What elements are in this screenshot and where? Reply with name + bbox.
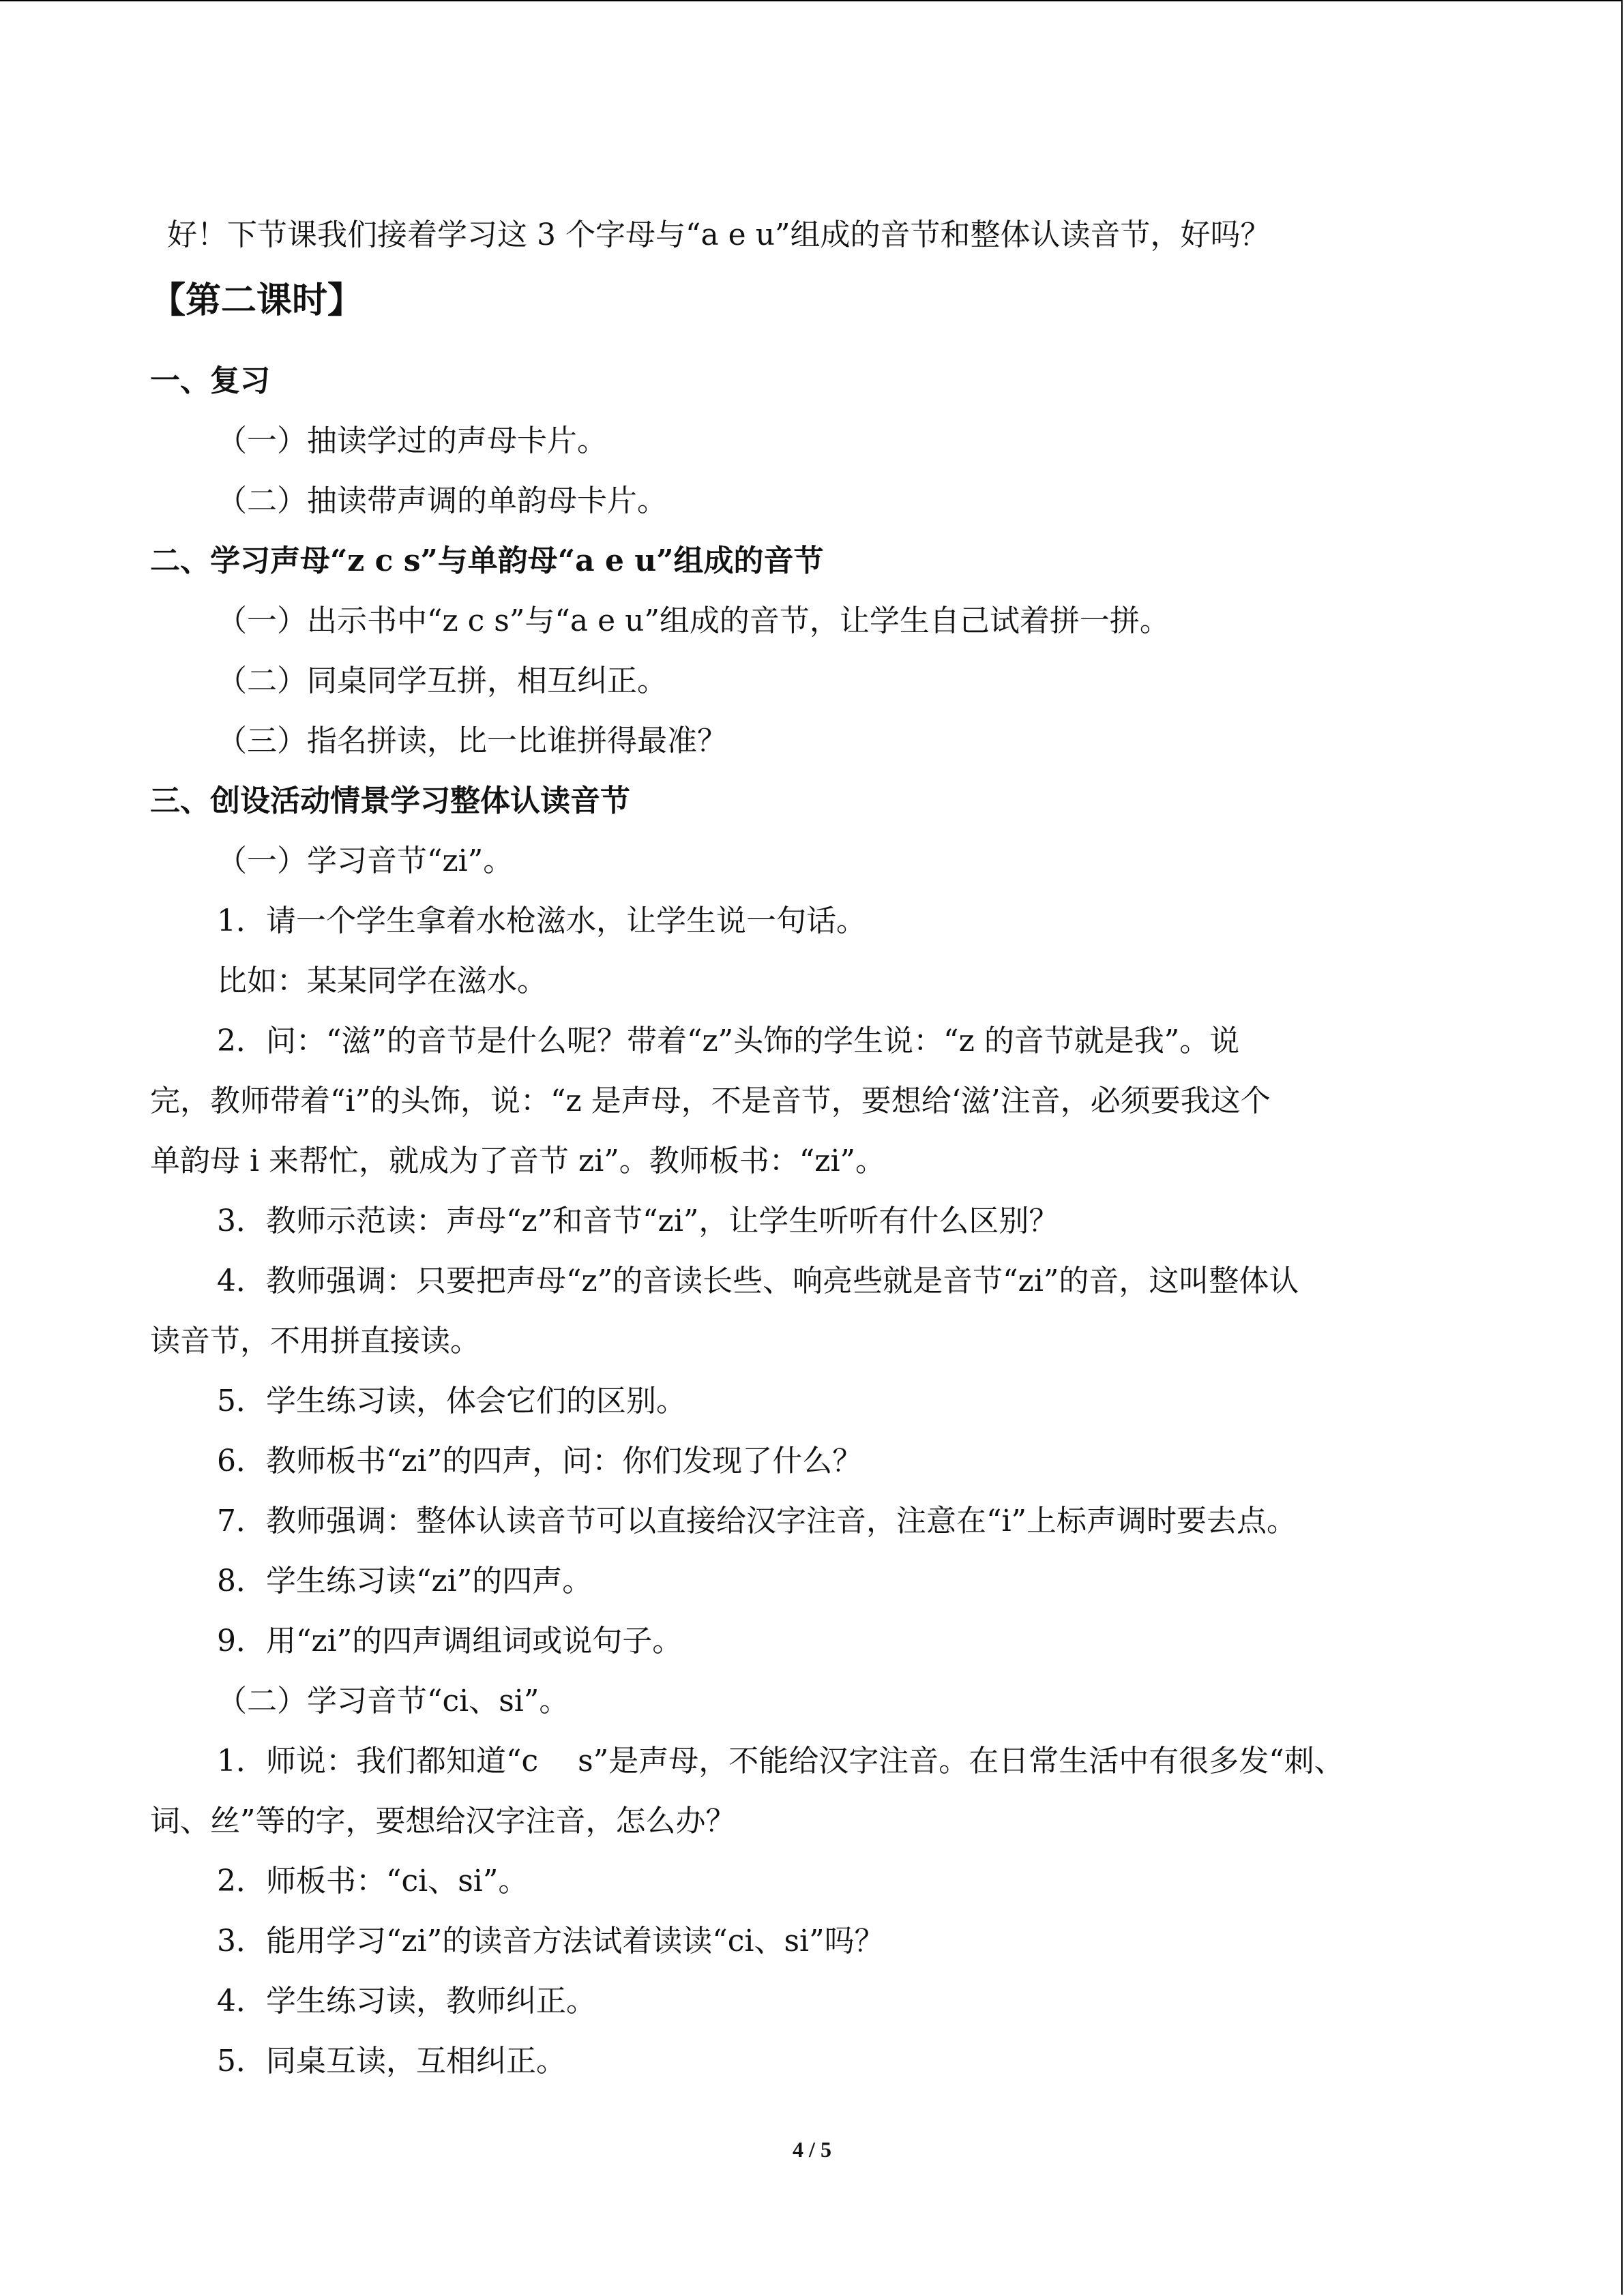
text-line: （二）抽读带声调的单韵母卡片。	[217, 483, 667, 518]
intro-sentence: 好！下节课我们接着学习这 3 个字母与“a e u”组成的音节和整体认读音节，好吗？	[167, 218, 1271, 252]
section-heading-syllables: 二、学习声母“z c s”与单韵母“a e u”组成的音节	[150, 543, 824, 578]
text-line: （一）学习音节“zi”。	[217, 844, 514, 878]
text-line: 词、丝”等的字，要想给汉字注音，怎么办？	[150, 1804, 736, 1838]
page-number: 4 / 5	[793, 2137, 831, 2162]
text-line: 8．学生练习读“zi”的四声。	[217, 1564, 593, 1598]
text-line: 比如：某某同学在滋水。	[217, 964, 547, 998]
text-line: （二）同桌同学互拼，相互纠正。	[217, 664, 667, 698]
text-line: 完，教师带着“i”的头饰，说：“z 是声母，不是音节，要想给‘滋’注音，必须要我这个	[150, 1084, 1271, 1118]
text-line: 4．教师强调：只要把声母“z”的音读长些、响亮些就是音节“zi”的音，这叫整体认	[217, 1264, 1299, 1298]
text-line: 9．用“zi”的四声调组词或说句子。	[217, 1624, 683, 1658]
section-heading-whole-syllables: 三、创设活动情景学习整体认读音节	[150, 784, 630, 818]
text-line: 1．请一个学生拿着水枪滋水，让学生说一句话。	[217, 904, 866, 938]
text-line: 3．能用学习“zi”的读音方法试着读读“ci、si”吗？	[217, 1924, 885, 1958]
text-line: 7．教师强调：整体认读音节可以直接给汉字注音，注意在“i”上标声调时要去点。	[217, 1504, 1297, 1538]
text-line: （一）抽读学过的声母卡片。	[217, 423, 607, 458]
text-line: 4．学生练习读，教师纠正。	[217, 1984, 596, 2018]
text-line: 单韵母 i 来帮忙，就成为了音节 zi”。教师板书：“zi”。	[150, 1144, 886, 1178]
text-line: （二）学习音节“ci、si”。	[217, 1684, 570, 1718]
text-line: （一）出示书中“z c s”与“a e u”组成的音节，让学生自己试着拼一拼。	[217, 603, 1170, 638]
text-line: （三）指名拼读，比一比谁拼得最准？	[217, 724, 727, 758]
text-line: 5．学生练习读，体会它们的区别。	[217, 1384, 686, 1418]
text-line: 2．师板书：“ci、si”。	[217, 1864, 529, 1898]
text-line: 1．师说：我们都知道“c s”是声母，不能给汉字注音。在日常生活中有很多发“刺、	[217, 1744, 1344, 1778]
text-line: 2．问：“滋”的音节是什么呢？带着“z”头饰的学生说：“z 的音节就是我”。说	[217, 1024, 1240, 1058]
text-line: 读音节，不用拼直接读。	[150, 1324, 480, 1358]
text-line: 3．教师示范读：声母“z”和音节“zi”，让学生听听有什么区别？	[217, 1204, 1059, 1238]
lesson-title: 【第二课时】	[150, 280, 364, 321]
text-line: 5．同桌互读，互相纠正。	[217, 2044, 566, 2078]
section-heading-review: 一、复习	[150, 363, 270, 398]
text-line: 6．教师板书“zi”的四声，问：你们发现了什么？	[217, 1444, 863, 1478]
